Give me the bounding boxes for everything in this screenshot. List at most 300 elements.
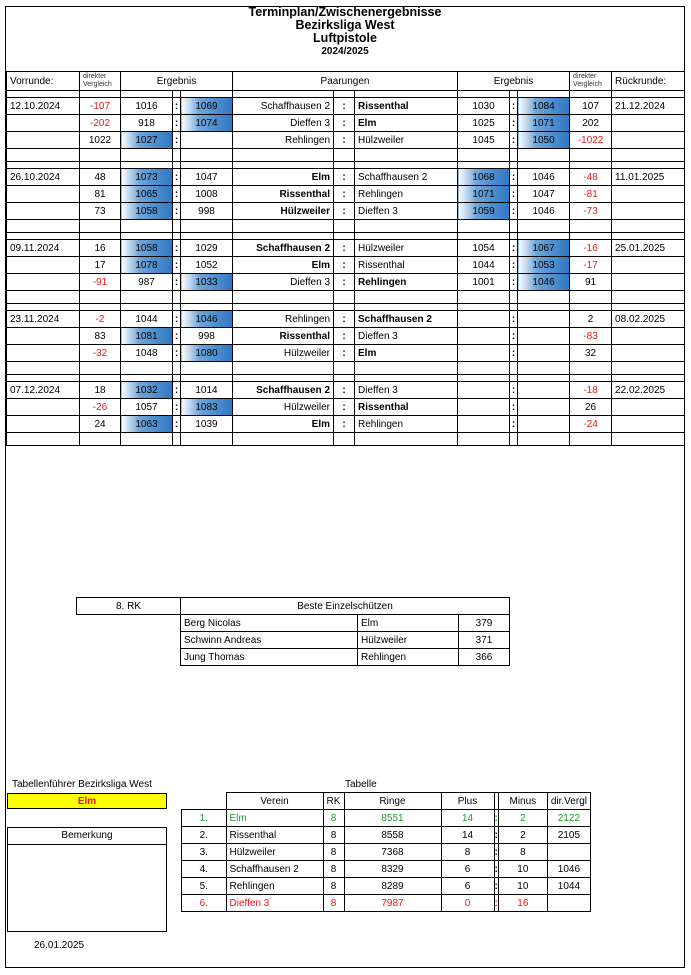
away-score-2 — [518, 345, 570, 362]
home-score-1: 1063 — [121, 416, 173, 433]
empty-cell — [612, 274, 685, 291]
standings-ringe: 7368 — [344, 844, 441, 861]
standings-minus: 10 — [498, 878, 547, 895]
home-score-1: 1057 — [121, 399, 173, 416]
score-colon: : — [173, 257, 181, 274]
score-colon: : — [510, 382, 518, 399]
standings-row — [182, 827, 591, 844]
header-ergebnis-1: Ergebnis — [121, 72, 233, 91]
header-vorrunde: Vorrunde: — [7, 72, 80, 91]
away-team: Schaffhausen 2 — [355, 169, 458, 186]
home-score-1: 1048 — [121, 345, 173, 362]
home-score-1: 1016 — [121, 98, 173, 115]
match-row — [7, 328, 685, 345]
round-gap-row — [7, 220, 685, 233]
standings-rank: 4. — [182, 861, 227, 878]
return-date: 21.12.2024 — [612, 98, 685, 115]
away-score-2: 1084 — [518, 98, 570, 115]
standings-rk: 8 — [323, 861, 344, 878]
home-score-1: 1032 — [121, 382, 173, 399]
standings-plus: 6 — [441, 861, 494, 878]
best-score: 371 — [459, 632, 510, 649]
home-score-1: 1065 — [121, 186, 173, 203]
best-club: Elm — [358, 615, 459, 632]
return-date: 22.02.2025 — [612, 382, 685, 399]
standings-plus: 0 — [441, 895, 494, 912]
score-colon: : — [173, 203, 181, 220]
empty-cell — [7, 257, 80, 274]
round-separator — [7, 375, 685, 382]
score-colon: : — [510, 328, 518, 345]
away-score-1: 1046 — [181, 311, 233, 328]
standings-rank: 2. — [182, 827, 227, 844]
empty-cell — [7, 399, 80, 416]
home-team: Schaffhausen 2 — [233, 98, 334, 115]
return-date: 08.02.2025 — [612, 311, 685, 328]
away-score-2: 1071 — [518, 115, 570, 132]
standings-club: Hülzweiler — [226, 844, 323, 861]
pairing-colon: : — [334, 240, 355, 257]
standings-rk: 8 — [323, 844, 344, 861]
score-colon: : — [173, 186, 181, 203]
title-line-1: Terminplan/Zwischenergebnisse — [248, 5, 442, 19]
standings-row — [182, 810, 591, 827]
away-score-1: 1069 — [181, 98, 233, 115]
round-separator — [7, 304, 685, 311]
direct-compare-1: -202 — [80, 115, 121, 132]
standings-row — [182, 878, 591, 895]
match-row — [7, 382, 685, 399]
away-score-1: 1047 — [181, 169, 233, 186]
round-date: 12.10.2024 — [7, 98, 80, 115]
away-team: Rissenthal — [355, 399, 458, 416]
pairing-colon: : — [334, 132, 355, 149]
standings-colon: : — [494, 878, 498, 895]
direct-compare-1: 48 — [80, 169, 121, 186]
standings-plus: 14 — [441, 810, 494, 827]
home-score-2: 1030 — [458, 98, 510, 115]
away-team: Schaffhausen 2 — [355, 311, 458, 328]
direct-compare-2: -16 — [570, 240, 612, 257]
pairing-colon: : — [334, 203, 355, 220]
pairing-colon: : — [334, 115, 355, 132]
standings-minus: 2 — [498, 827, 547, 844]
pairing-colon: : — [334, 382, 355, 399]
title-line-3: Luftpistole — [313, 31, 377, 45]
standings-dir: 1044 — [547, 878, 590, 895]
direct-compare-2: -81 — [570, 186, 612, 203]
home-score-2: 1001 — [458, 274, 510, 291]
standings-minus: 8 — [498, 844, 547, 861]
best-score: 379 — [459, 615, 510, 632]
home-score-2: 1059 — [458, 203, 510, 220]
best-title: Beste Einzelschützen — [181, 598, 510, 615]
best-club: Hülzweiler — [358, 632, 459, 649]
direct-compare-2: -17 — [570, 257, 612, 274]
best-name: Schwinn Andreas — [181, 632, 358, 649]
home-team: Elm — [233, 169, 334, 186]
return-date: 11.01.2025 — [612, 169, 685, 186]
direct-compare-2: -18 — [570, 382, 612, 399]
standings-rank: 1. — [182, 810, 227, 827]
standings-ringe: 8558 — [344, 827, 441, 844]
standings-club: Schaffhausen 2 — [226, 861, 323, 878]
score-colon: : — [173, 274, 181, 291]
away-score-2 — [518, 399, 570, 416]
empty-cell — [612, 257, 685, 274]
match-row — [7, 399, 685, 416]
empty-cell — [612, 399, 685, 416]
standings-rk: 8 — [323, 878, 344, 895]
standings-dir: 2105 — [547, 827, 590, 844]
standings-colon: : — [494, 895, 498, 912]
home-team: Rissenthal — [233, 328, 334, 345]
match-row — [7, 311, 685, 328]
away-team: Rissenthal — [355, 257, 458, 274]
direct-compare-2: 32 — [570, 345, 612, 362]
leader-value: Elm — [7, 793, 167, 809]
standings-club: Rehlingen — [226, 878, 323, 895]
schedule-header-row — [7, 72, 685, 91]
away-score-2: 1046 — [518, 169, 570, 186]
match-row — [7, 98, 685, 115]
score-colon: : — [173, 311, 181, 328]
standings-row — [182, 844, 591, 861]
round-gap-row — [7, 433, 685, 446]
best-shooters-table — [76, 597, 510, 666]
score-colon: : — [173, 345, 181, 362]
direct-compare-2: -48 — [570, 169, 612, 186]
pairing-colon: : — [334, 186, 355, 203]
score-colon: : — [173, 399, 181, 416]
score-colon: : — [173, 115, 181, 132]
standings-header-minus: Minus — [498, 793, 547, 810]
best-club: Rehlingen — [358, 649, 459, 666]
standings-rank: 5. — [182, 878, 227, 895]
standings-plus: 14 — [441, 827, 494, 844]
standings-minus: 16 — [498, 895, 547, 912]
pairing-colon: : — [334, 328, 355, 345]
standings-ringe: 8289 — [344, 878, 441, 895]
direct-compare-2: -83 — [570, 328, 612, 345]
away-team: Dieffen 3 — [355, 382, 458, 399]
print-date: 26.01.2025 — [34, 940, 85, 951]
pairing-colon: : — [334, 399, 355, 416]
standings-plus: 6 — [441, 878, 494, 895]
empty-cell — [7, 203, 80, 220]
empty-cell — [7, 132, 80, 149]
away-team: Elm — [355, 345, 458, 362]
away-score-1 — [181, 132, 233, 149]
direct-compare-2: 202 — [570, 115, 612, 132]
match-row — [7, 274, 685, 291]
pairing-colon: : — [334, 169, 355, 186]
best-name: Berg Nicolas — [181, 615, 358, 632]
leader-label: Tabellenführer Bezirksliga West — [12, 779, 152, 790]
direct-compare-1: -2 — [80, 311, 121, 328]
away-team: Dieffen 3 — [355, 203, 458, 220]
home-score-2: 1025 — [458, 115, 510, 132]
away-score-1: 1033 — [181, 274, 233, 291]
score-colon: : — [510, 345, 518, 362]
home-score-1: 987 — [121, 274, 173, 291]
home-score-2: 1068 — [458, 169, 510, 186]
round-gap-row — [7, 291, 685, 304]
standings-dir — [547, 844, 590, 861]
home-score-2 — [458, 328, 510, 345]
away-score-1: 1083 — [181, 399, 233, 416]
home-team: Hülzweiler — [233, 399, 334, 416]
best-row — [77, 615, 510, 632]
schedule-table — [6, 71, 685, 446]
home-team: Dieffen 3 — [233, 115, 334, 132]
home-team: Elm — [233, 416, 334, 433]
home-score-1: 1027 — [121, 132, 173, 149]
standings-colon: : — [494, 810, 498, 827]
direct-compare-2: -24 — [570, 416, 612, 433]
direct-compare-1: -26 — [80, 399, 121, 416]
score-colon: : — [510, 115, 518, 132]
home-score-2 — [458, 345, 510, 362]
match-row — [7, 257, 685, 274]
away-score-2: 1046 — [518, 274, 570, 291]
score-colon: : — [510, 399, 518, 416]
home-score-2: 1071 — [458, 186, 510, 203]
home-team: Rissenthal — [233, 186, 334, 203]
score-colon: : — [510, 274, 518, 291]
away-score-2: 1050 — [518, 132, 570, 149]
standings-header-plus: Plus — [441, 793, 494, 810]
direct-compare-2: 26 — [570, 399, 612, 416]
home-team: Schaffhausen 2 — [233, 382, 334, 399]
standings-club: Elm — [226, 810, 323, 827]
empty-cell — [7, 416, 80, 433]
standings-rank: 3. — [182, 844, 227, 861]
score-colon: : — [510, 416, 518, 433]
away-score-2: 1067 — [518, 240, 570, 257]
direct-compare-1: 17 — [80, 257, 121, 274]
direct-compare-1: 83 — [80, 328, 121, 345]
match-row — [7, 416, 685, 433]
away-score-1: 1039 — [181, 416, 233, 433]
best-row — [77, 649, 510, 666]
title-line-2: Bezirksliga West — [295, 18, 395, 32]
pairing-colon: : — [334, 257, 355, 274]
empty-cell — [7, 186, 80, 203]
away-team: Hülzweiler — [355, 240, 458, 257]
return-date: 25.01.2025 — [612, 240, 685, 257]
standings-rank: 6. — [182, 895, 227, 912]
away-team: Rissenthal — [355, 98, 458, 115]
standings-row — [182, 861, 591, 878]
score-colon: : — [510, 186, 518, 203]
score-colon: : — [173, 169, 181, 186]
match-row — [7, 240, 685, 257]
direct-compare-1: 16 — [80, 240, 121, 257]
standings-header-ringe: Ringe — [344, 793, 441, 810]
score-colon: : — [173, 132, 181, 149]
page-title — [5, 6, 685, 58]
away-score-1: 1008 — [181, 186, 233, 203]
standings-dir: 1046 — [547, 861, 590, 878]
direct-compare-1: 81 — [80, 186, 121, 203]
home-score-2: 1054 — [458, 240, 510, 257]
pairing-colon: : — [334, 274, 355, 291]
home-score-2: 1044 — [458, 257, 510, 274]
direct-compare-2: 2 — [570, 311, 612, 328]
score-colon: : — [510, 132, 518, 149]
header-paarungen: Paarungen — [233, 72, 458, 91]
away-team: Hülzweiler — [355, 132, 458, 149]
empty-cell — [612, 186, 685, 203]
round-separator — [7, 91, 685, 98]
home-score-1: 918 — [121, 115, 173, 132]
away-team: Rehlingen — [355, 416, 458, 433]
direct-compare-2: -1022 — [570, 132, 612, 149]
away-score-1: 1014 — [181, 382, 233, 399]
match-row — [7, 115, 685, 132]
home-team: Dieffen 3 — [233, 274, 334, 291]
home-team: Schaffhausen 2 — [233, 240, 334, 257]
standings-table — [181, 792, 591, 912]
away-team: Elm — [355, 115, 458, 132]
match-row — [7, 203, 685, 220]
score-colon: : — [510, 311, 518, 328]
standings-ringe: 8551 — [344, 810, 441, 827]
home-score-1: 1081 — [121, 328, 173, 345]
home-team: Rehlingen — [233, 311, 334, 328]
round-date: 26.10.2024 — [7, 169, 80, 186]
best-row — [77, 632, 510, 649]
standings-row — [182, 895, 591, 912]
home-score-1: 1078 — [121, 257, 173, 274]
home-score-1: 1073 — [121, 169, 173, 186]
round-date: 23.11.2024 — [7, 311, 80, 328]
remark-label: Bemerkung — [7, 827, 167, 845]
home-score-1: 1058 — [121, 203, 173, 220]
direct-compare-1: 24 — [80, 416, 121, 433]
direct-compare-1: -107 — [80, 98, 121, 115]
standings-plus: 8 — [441, 844, 494, 861]
standings-minus: 2 — [498, 810, 547, 827]
score-colon: : — [510, 203, 518, 220]
title-line-4: 2024/2025 — [321, 46, 369, 57]
away-score-1: 998 — [181, 203, 233, 220]
direct-compare-1: 1022 — [80, 132, 121, 149]
round-gap-row — [7, 149, 685, 162]
score-colon: : — [173, 382, 181, 399]
standings-ringe: 8329 — [344, 861, 441, 878]
away-score-2 — [518, 416, 570, 433]
empty-cell — [612, 115, 685, 132]
home-score-2 — [458, 416, 510, 433]
match-row — [7, 345, 685, 362]
standings-ringe: 7987 — [344, 895, 441, 912]
standings-header-row — [182, 793, 591, 810]
match-row — [7, 132, 685, 149]
standings-colon: : — [494, 861, 498, 878]
standings-header-dir: dir.Vergl — [547, 793, 590, 810]
home-score-1: 1044 — [121, 311, 173, 328]
home-score-2: 1045 — [458, 132, 510, 149]
direct-compare-2: 107 — [570, 98, 612, 115]
direct-compare-2: 91 — [570, 274, 612, 291]
empty-cell — [7, 345, 80, 362]
match-row — [7, 169, 685, 186]
header-direkter-vergleich-2: direkter Vergleich — [570, 72, 612, 91]
direct-compare-1: -32 — [80, 345, 121, 362]
score-colon: : — [510, 257, 518, 274]
score-colon: : — [173, 416, 181, 433]
home-score-2 — [458, 382, 510, 399]
empty-cell — [7, 115, 80, 132]
standings-header-verein: Verein — [226, 793, 323, 810]
round-gap-row — [7, 362, 685, 375]
score-colon: : — [173, 328, 181, 345]
best-name: Jung Thomas — [181, 649, 358, 666]
standings-header-rk: RK — [323, 793, 344, 810]
round-date: 07.12.2024 — [7, 382, 80, 399]
standings-club: Dieffen 3 — [226, 895, 323, 912]
header-rueckrunde: Rückrunde: — [612, 72, 685, 91]
pairing-colon: : — [334, 311, 355, 328]
standings-rk: 8 — [323, 895, 344, 912]
standings-club: Rissenthal — [226, 827, 323, 844]
standings-dir: 2122 — [547, 810, 590, 827]
away-team: Rehlingen — [355, 274, 458, 291]
away-score-2: 1053 — [518, 257, 570, 274]
standings-rk: 8 — [323, 810, 344, 827]
direct-compare-1: 73 — [80, 203, 121, 220]
round-separator — [7, 233, 685, 240]
standings-colon: : — [494, 827, 498, 844]
away-score-1: 998 — [181, 328, 233, 345]
header-direkter-vergleich-1: direkter Vergleich — [80, 72, 121, 91]
standings-dir — [547, 895, 590, 912]
away-team: Rehlingen — [355, 186, 458, 203]
away-score-1: 1074 — [181, 115, 233, 132]
score-colon: : — [510, 169, 518, 186]
away-score-2: 1046 — [518, 203, 570, 220]
pairing-colon: : — [334, 345, 355, 362]
pairing-colon: : — [334, 98, 355, 115]
direct-compare-1: -91 — [80, 274, 121, 291]
standings-colon: : — [494, 844, 498, 861]
away-score-1: 1029 — [181, 240, 233, 257]
empty-cell — [612, 345, 685, 362]
header-ergebnis-2: Ergebnis — [458, 72, 570, 91]
away-score-2: 1047 — [518, 186, 570, 203]
empty-cell — [7, 328, 80, 345]
standings-minus: 10 — [498, 861, 547, 878]
home-score-1: 1058 — [121, 240, 173, 257]
home-score-2 — [458, 399, 510, 416]
best-round-label: 8. RK — [77, 598, 181, 615]
home-team: Rehlingen — [233, 132, 334, 149]
away-team: Dieffen 3 — [355, 328, 458, 345]
empty-cell — [7, 274, 80, 291]
away-score-2 — [518, 311, 570, 328]
score-colon: : — [510, 98, 518, 115]
empty-cell — [612, 328, 685, 345]
standings-rk: 8 — [323, 827, 344, 844]
empty-cell — [612, 416, 685, 433]
direct-compare-2: -73 — [570, 203, 612, 220]
home-team: Hülzweiler — [233, 345, 334, 362]
away-score-2 — [518, 382, 570, 399]
away-score-1: 1080 — [181, 345, 233, 362]
round-date: 09.11.2024 — [7, 240, 80, 257]
